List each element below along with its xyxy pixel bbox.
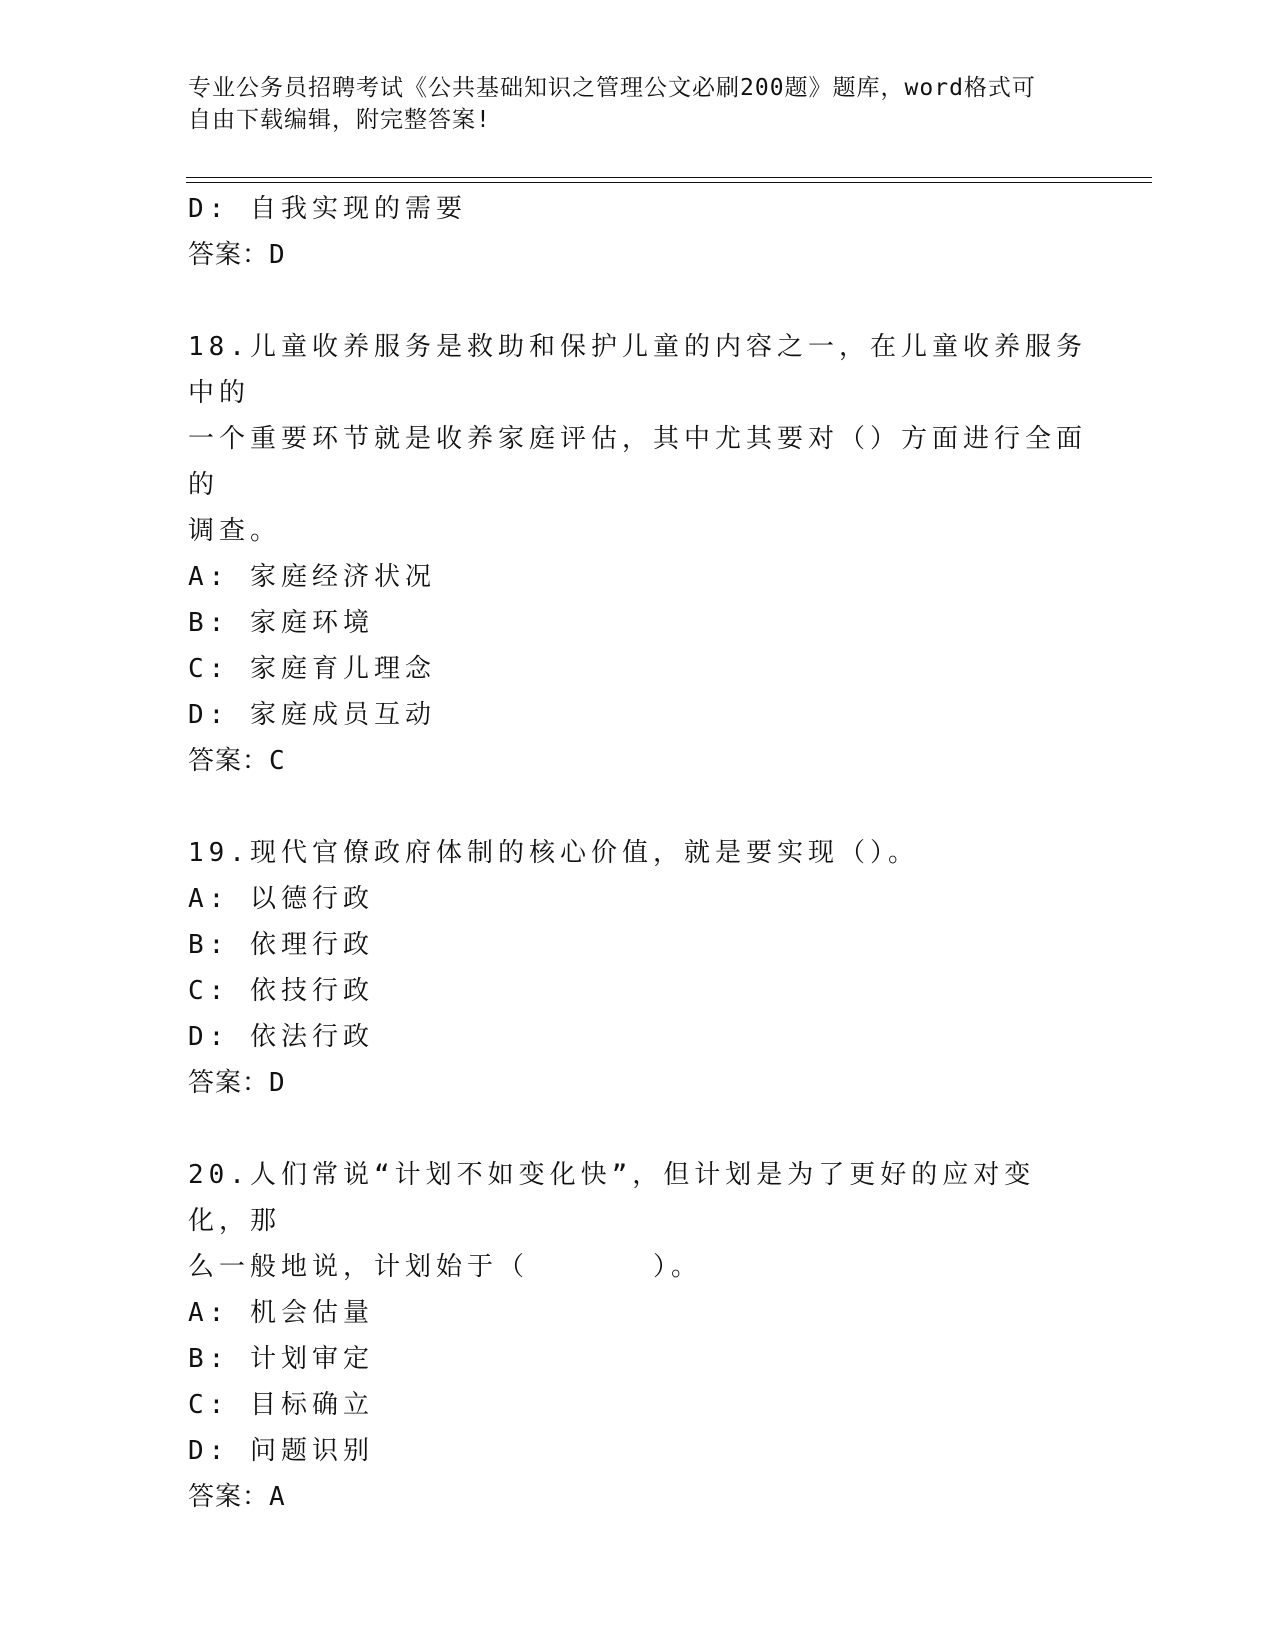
question-17-tail — [188, 186, 1088, 278]
answer-label: 答案： — [188, 1068, 270, 1098]
question-20 — [188, 1152, 1088, 1520]
question-stem-line: 么一般地说，计划始于（ ）。 — [188, 1252, 703, 1282]
answer-label: 答案： — [188, 240, 270, 270]
option-b: B: 计划审定 — [188, 1344, 374, 1374]
option-d: D: 家庭成员互动 — [188, 700, 436, 730]
answer-line — [188, 1474, 1088, 1520]
answer-line — [188, 738, 1088, 784]
answer-value: A — [269, 1482, 286, 1512]
answer-label: 答案： — [188, 746, 270, 776]
document-body — [188, 186, 1088, 1520]
header-divider-top — [186, 177, 1152, 178]
option-c: C: 目标确立 — [188, 1390, 374, 1420]
question-stem-line: 18.儿童收养服务是救助和保护儿童的内容之一，在儿童收养服务中的 — [188, 332, 1087, 408]
option-d: D: 依法行政 — [188, 1022, 374, 1052]
option-a: A: 以德行政 — [188, 884, 374, 914]
option-b: B: 依理行政 — [188, 930, 374, 960]
option-d: D: 自我实现的需要 — [188, 194, 467, 224]
question-stem-line: 20.人们常说“计划不如变化快”，但计划是为了更好的应对变化，那 — [188, 1160, 1036, 1236]
header-divider-bottom — [186, 182, 1152, 183]
header-line-1: 专业公务员招聘考试《公共基础知识之管理公文必刷200题》题库，word格式可 — [188, 75, 1036, 101]
answer-line — [188, 1060, 1088, 1106]
question-stem-line: 调查。 — [188, 516, 282, 546]
answer-label: 答案： — [188, 1482, 270, 1512]
option-a: A: 家庭经济状况 — [188, 562, 436, 592]
option-c: C: 家庭育儿理念 — [188, 654, 436, 684]
question-19 — [188, 830, 1088, 1106]
option-b: B: 家庭环境 — [188, 608, 374, 638]
answer-value: C — [269, 746, 286, 776]
answer-line — [188, 232, 1088, 278]
document-header — [188, 72, 1088, 136]
question-stem-line: 一个重要环节就是收养家庭评估，其中尤其要对（）方面进行全面的 — [188, 424, 1088, 500]
header-line-2: 自由下载编辑，附完整答案! — [188, 107, 491, 133]
option-a: A: 机会估量 — [188, 1298, 374, 1328]
option-c: C: 依技行政 — [188, 976, 374, 1006]
answer-value: D — [269, 240, 286, 270]
answer-value: D — [269, 1068, 286, 1098]
option-d: D: 问题识别 — [188, 1436, 374, 1466]
question-stem-line: 19.现代官僚政府体制的核心价值，就是要实现（）。 — [188, 838, 919, 868]
question-18 — [188, 324, 1088, 784]
